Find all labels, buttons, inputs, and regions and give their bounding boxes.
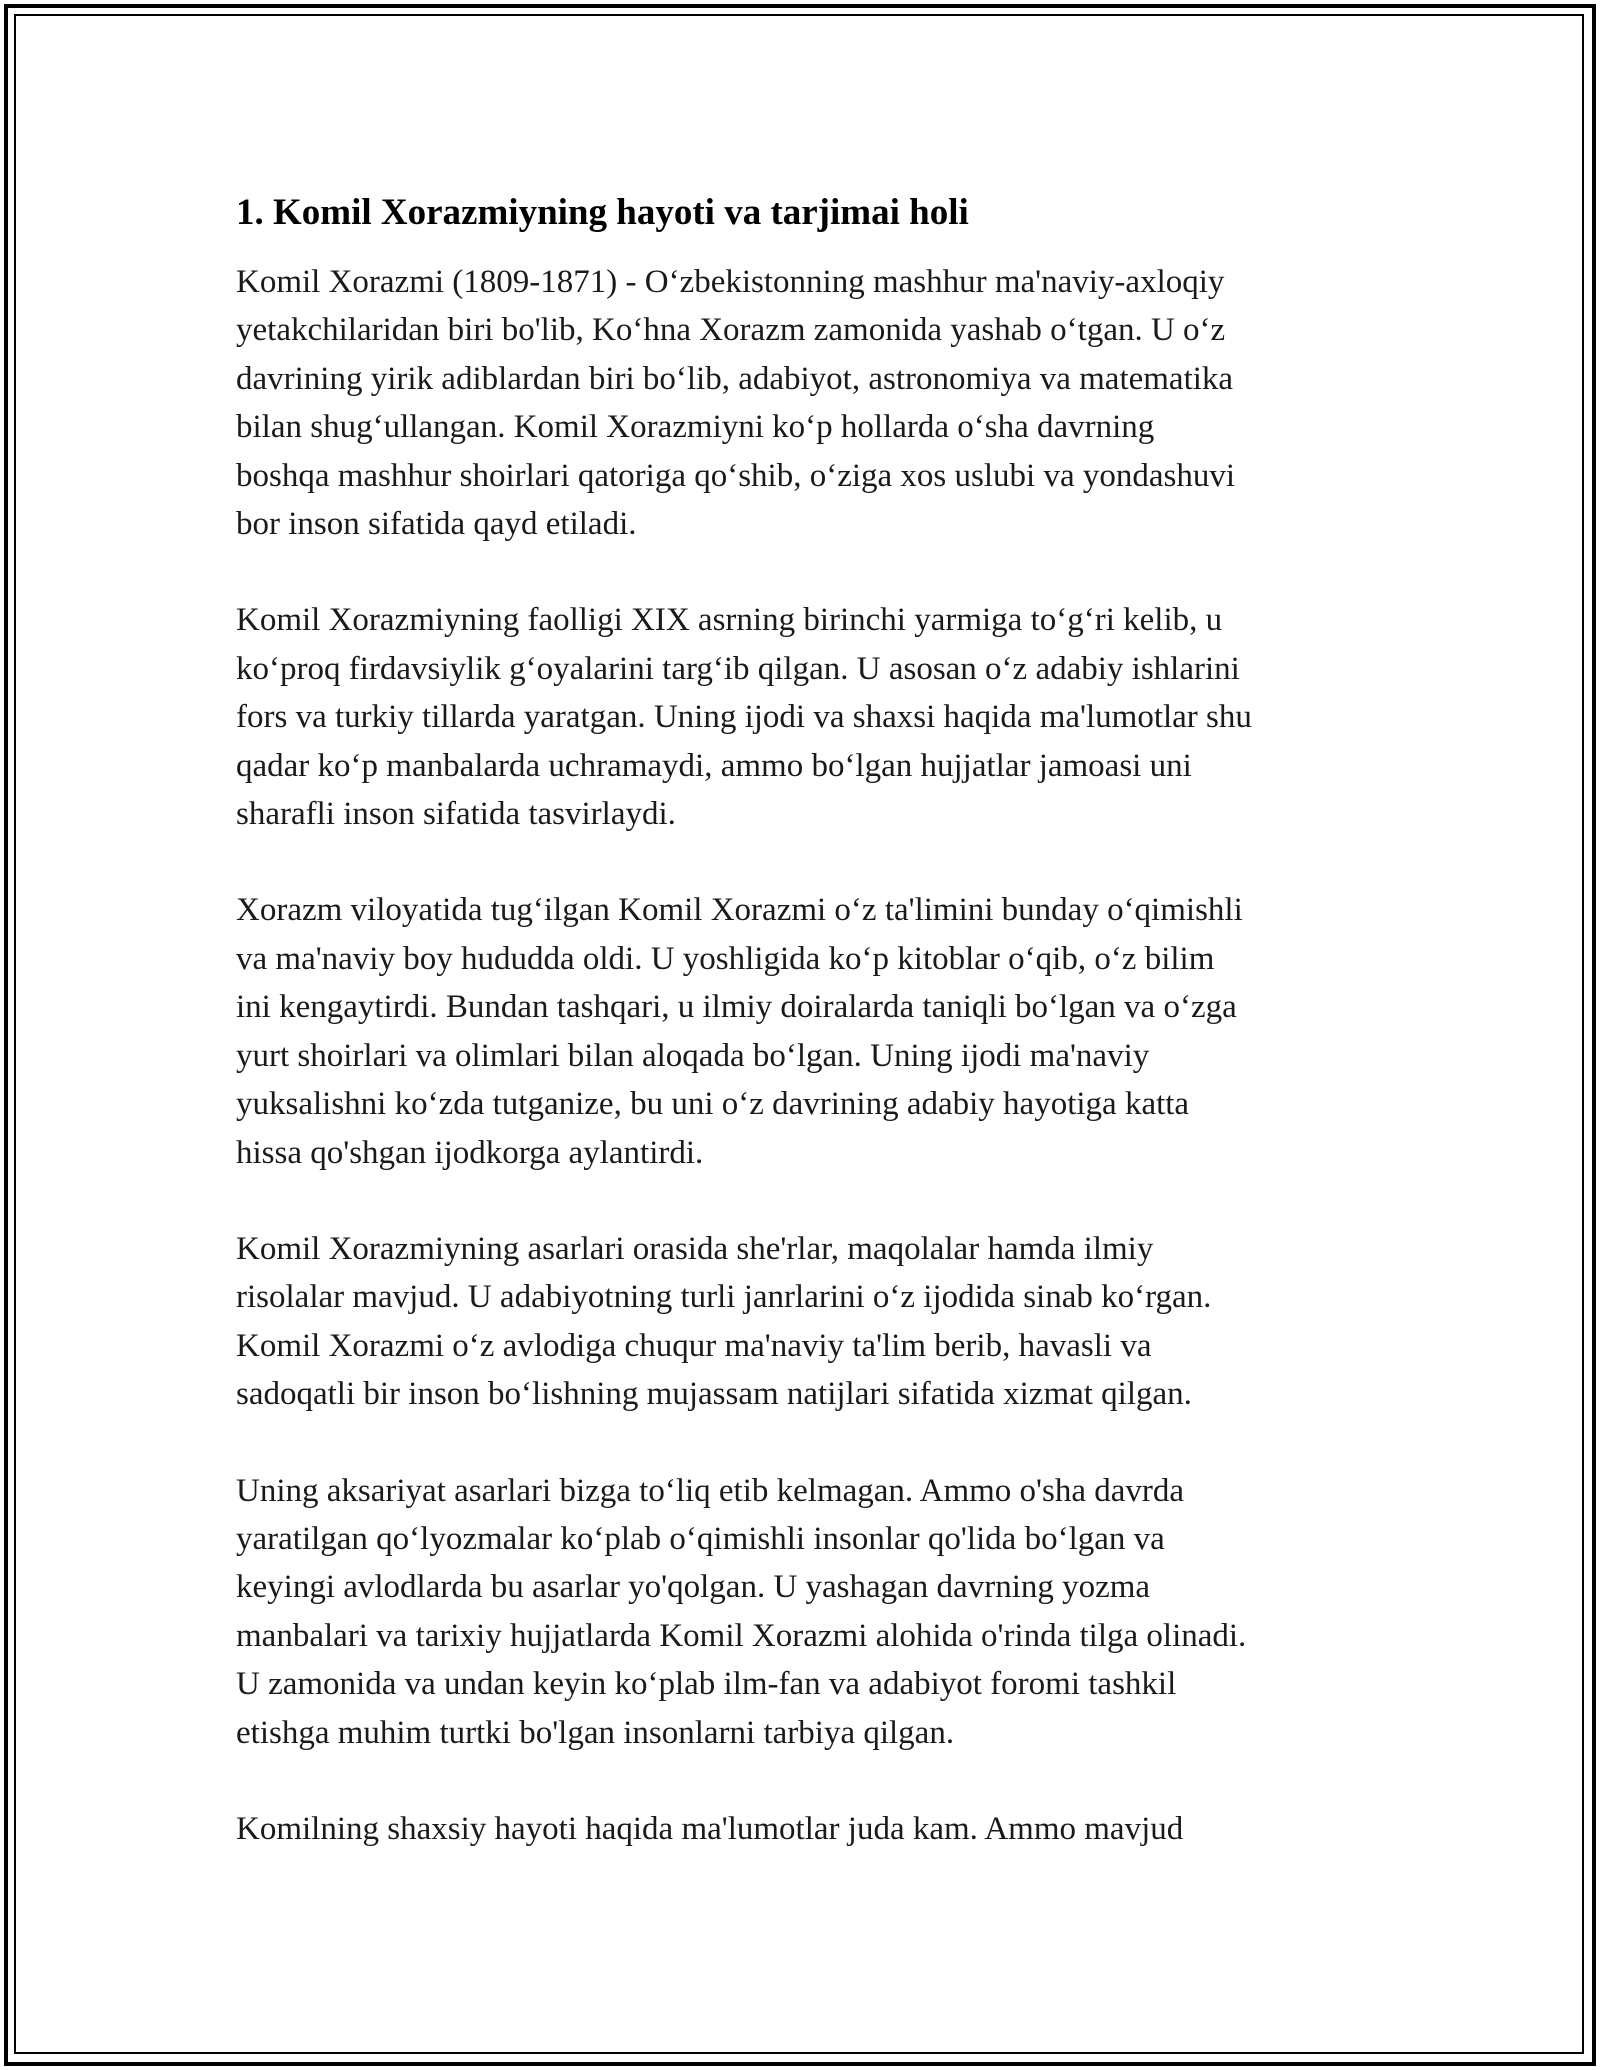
text-line: manbalari va tarixiy hujjatlarda Komil Xorazmi alohida o'rinda tilga olinadi.	[236, 1617, 1247, 1654]
paragraph-5	[236, 1467, 1366, 1757]
paragraph-4	[236, 1225, 1366, 1419]
paragraph-3	[236, 886, 1366, 1176]
text-line: Komilning shaxsiy hayoti haqida ma'lumotlar juda kam. Ammo mavjud	[236, 1810, 1184, 1847]
section-heading: 1. Komil Xorazmiyning hayoti va tarjimai holi	[236, 192, 969, 233]
text-line: fors va turkiy tillarda yaratgan. Uning ijodi va shaxsi haqida ma'lumotlar shu	[236, 699, 1252, 736]
text-line: davrining yirik adiblardan biri bo‘lib, adabiyot, astronomiya va matematika	[236, 360, 1234, 397]
text-line: etishga muhim turtki bo'lgan insonlarni tarbiya qilgan.	[236, 1714, 955, 1751]
text-line: ko‘proq firdavsiylik g‘oyalarini targ‘ib qilgan. U asosan o‘z adabiy ishlarini	[236, 650, 1240, 687]
text-line: qadar ko‘p manbalarda uchramaydi, ammo bo‘lgan hujjatlar jamoasi uni	[236, 747, 1192, 784]
text-line: bilan shug‘ullangan. Komil Xorazmiyni ko‘p hollarda o‘sha davrning	[236, 409, 1155, 446]
text-line: keyingi avlodlarda bu asarlar yo'qolgan. U yashagan davrning yozma	[236, 1569, 1151, 1606]
text-line: boshqa mashhur shoirlari qatoriga qo‘shib, o‘ziga xos uslubi va yondashuvi	[236, 457, 1236, 494]
text-line: U zamonida va undan keyin ko‘plab ilm-fan va adabiyot foromi tashkil	[236, 1666, 1177, 1703]
text-line: yuksalishni ko‘zda tutganize, bu uni o‘z davrining adabiy hayotiga katta	[236, 1086, 1190, 1123]
text-line: ini kengaytirdi. Bundan tashqari, u ilmiy doiralarda taniqli bo‘lgan va o‘zga	[236, 989, 1237, 1026]
text-line: sadoqatli bir inson bo‘lishning mujassam natijlari sifatida xizmat qilgan.	[236, 1376, 1192, 1413]
text-line: bor inson sifatida qayd etiladi.	[236, 506, 637, 543]
text-line: Xorazm viloyatida tug‘ilgan Komil Xorazmi o‘z ta'limini bunday o‘qimishli	[236, 892, 1243, 929]
document-body	[236, 186, 1366, 1901]
text-line: yaratilgan qo‘lyozmalar ko‘plab o‘qimishli insonlar qo'lida bo‘lgan va	[236, 1520, 1165, 1557]
text-line: Uning aksariyat asarlari bizga to‘liq etib kelmagan. Ammo o'sha davrda	[236, 1472, 1184, 1509]
text-line: Komil Xorazmiyning asarlari orasida she'rlar, maqolalar hamda ilmiy	[236, 1230, 1154, 1267]
text-line: risolalar mavjud. U adabiyotning turli janrlarini o‘z ijodida sinab ko‘rgan.	[236, 1279, 1212, 1316]
text-line: Komil Xorazmiyning faolligi XIX asrning birinchi yarmiga to‘g‘ri kelib, u	[236, 602, 1223, 639]
paragraph-6	[236, 1805, 1366, 1853]
text-line: Komil Xorazmi (1809-1871) - O‘zbekistonning mashhur ma'naviy-axloqiy	[236, 264, 1225, 300]
paragraph-1	[236, 258, 1366, 548]
text-line: hissa qo'shgan ijodkorga aylantirdi.	[236, 1134, 704, 1171]
text-line: Komil Xorazmi o‘z avlodiga chuqur ma'naviy ta'lim berib, havasli va	[236, 1327, 1152, 1364]
text-line: yurt shoirlari va olimlari bilan aloqada bo‘lgan. Uning ijodi ma'naviy	[236, 1037, 1150, 1074]
text-line: yetakchilaridan biri bo'lib, Ko‘hna Xorazm zamonida yashab o‘tgan. U o‘z	[236, 312, 1226, 349]
paragraph-2	[236, 596, 1366, 838]
text-line: va ma'naviy boy hududda oldi. U yoshligida ko‘p kitoblar o‘qib, o‘z bilim	[236, 940, 1215, 977]
text-line: sharafli inson sifatida tasvirlaydi.	[236, 796, 676, 833]
